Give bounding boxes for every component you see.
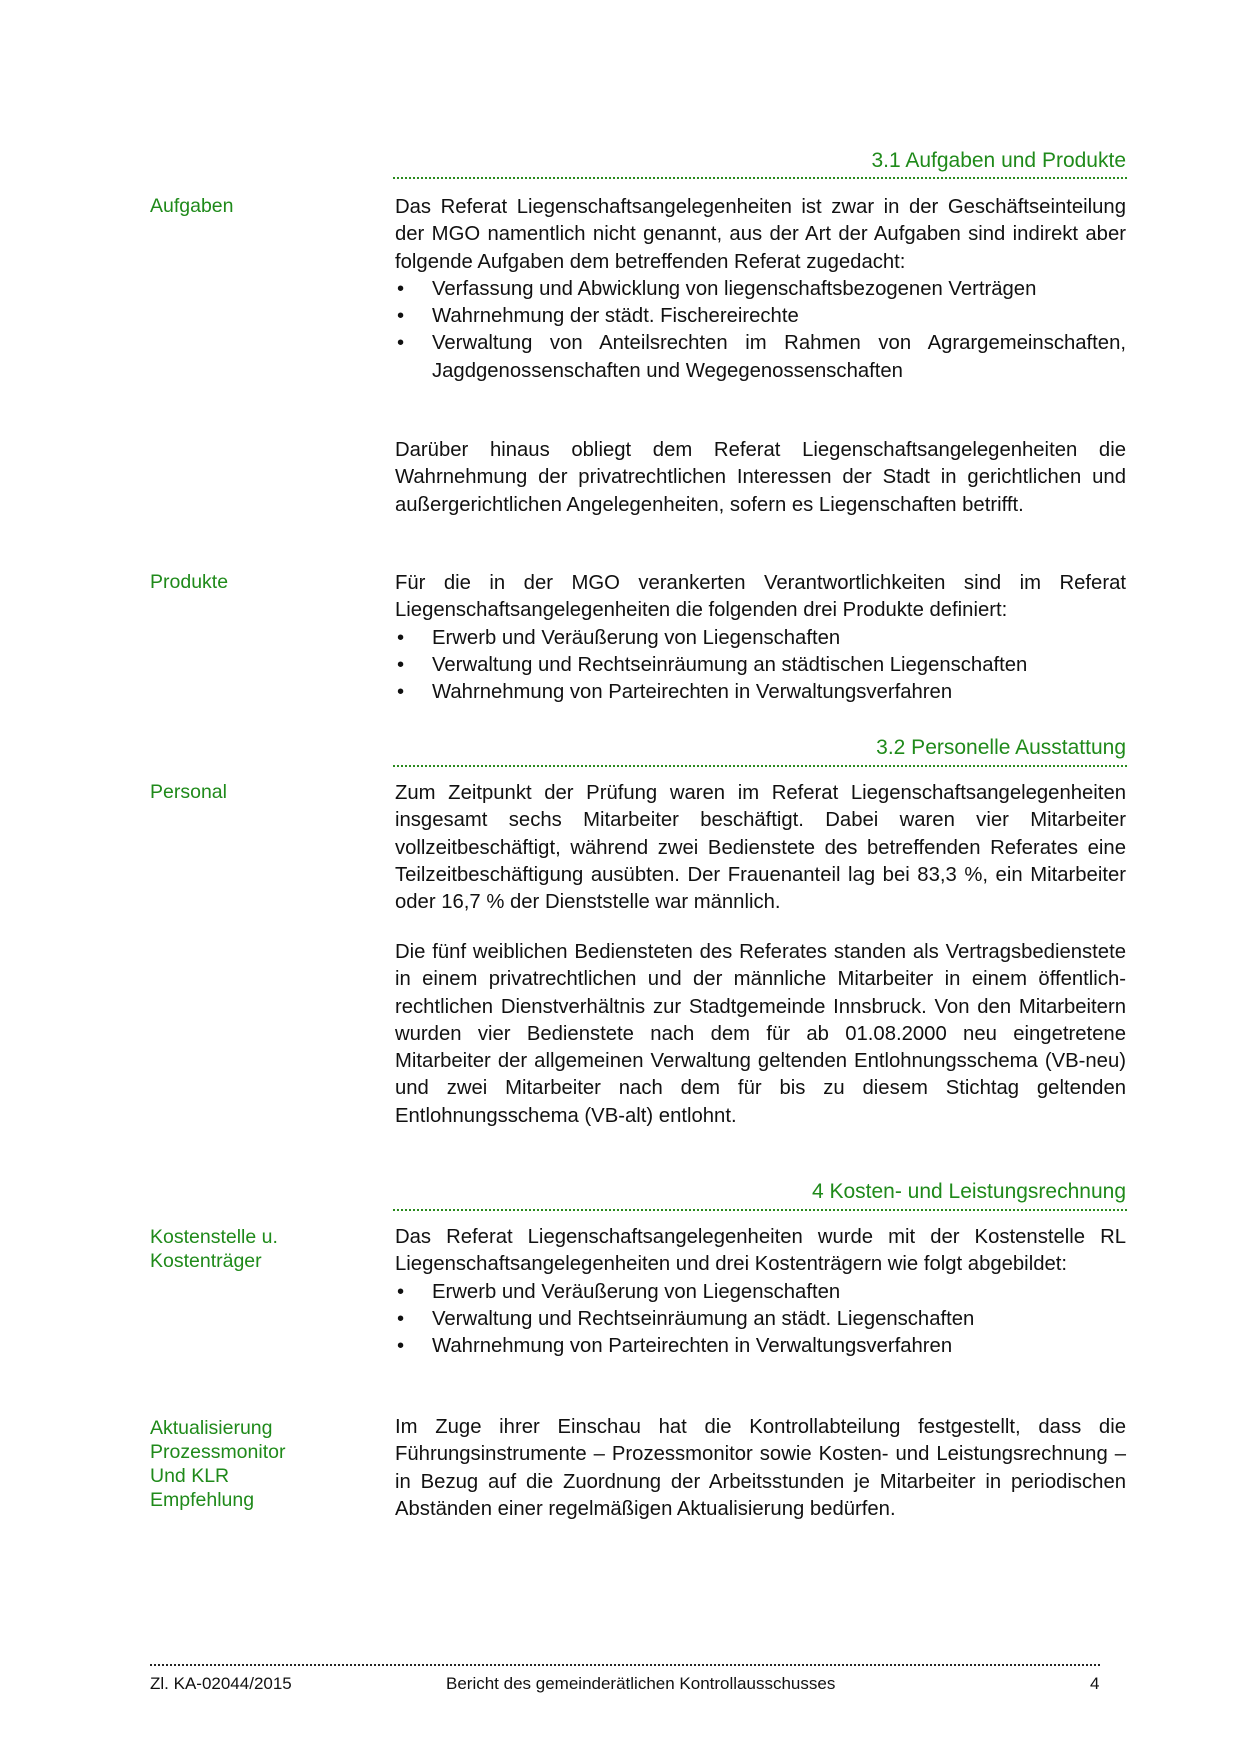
kosten-text	[395, 1224, 1126, 1360]
section-rule	[393, 765, 1127, 767]
aktualisierung-para: Im Zuge ihrer Einschau hat die Kontrollabteilung festgestellt, dass die Führungsinstrumente – Prozessmonitor sowie Kosten- und Leistungsrechnung – in Bezug auf die Zuordnung der Arbeitsstunden je Mitarbeiter in periodischen Abständen einer regelmäßigen Aktualisierung bedürfen.	[395, 1416, 1126, 1520]
kosten-intro: Das Referat Liegenschaftsangelegenheiten wurde mit der Kostenstelle RL Liegenschaftsangelegenheiten und drei Kostenträgern wie folgt abgebildet:	[395, 1226, 1126, 1276]
label-line: Aktualisierung	[150, 1417, 273, 1439]
list-item: • Wahrnehmung der städt. Fischereirechte	[395, 303, 1126, 330]
list-item: • Verfassung und Abwicklung von liegenschaftsbezogenen Verträgen	[395, 276, 1126, 303]
aufgaben-text	[395, 194, 1126, 385]
produkte-intro: Für die in der MGO verankerten Verantwortlichkeiten sind im Referat Liegenschaftsangelegenheiten die folgenden drei Produkte definiert:	[395, 572, 1126, 622]
produkte-list	[395, 625, 1126, 707]
personal-para2: Die fünf weiblichen Bediensteten des Referates standen als Vertragsbedienstete in einem privatrechtlichen und der männliche Mitarbeiter in einem öffentlich-rechtlichen Dienstverhältnis zur Stadtgemeinde Innsbruck. Von den Mitarbeitern wurden vier Bedienstete nach dem für ab 01.08.2000 neu eingetretene Mitarbeiter der allgemeinen Verwaltung geltenden Entlohnungsschema (VB-neu) und zwei Mitarbeiter nach dem für bis zu diesem Stichtag geltenden Entlohnungsschema (VB-alt) entlohnt.	[395, 941, 1126, 1127]
margin-label-aktualisierung	[150, 1416, 285, 1512]
margin-label-aufgaben: Aufgaben	[150, 195, 234, 217]
section-rule	[393, 1209, 1127, 1211]
list-item: • Erwerb und Veräußerung von Liegenschaften	[395, 1279, 1126, 1306]
label-line: Empfehlung	[150, 1489, 255, 1511]
list-item: • Verwaltung und Rechtseinräumung an städt. Liegenschaften	[395, 1306, 1126, 1333]
margin-label-kostenstelle	[150, 1225, 278, 1273]
section-rule	[393, 177, 1127, 179]
section-heading-3-2: 3.2 Personelle Ausstattung	[876, 736, 1126, 759]
footer-rule	[150, 1664, 1100, 1666]
label-line: Kostenträger	[150, 1250, 262, 1272]
section-heading-4: 4 Kosten- und Leistungsrechnung	[811, 1180, 1126, 1203]
list-item: • Verwaltung und Rechtseinräumung an städtischen Liegenschaften	[395, 652, 1126, 679]
aufgaben-intro: Das Referat Liegenschaftsangelegenheiten ist zwar in der Geschäftseinteilung der MGO namentlich nicht genannt, aus der Art der Aufgaben sind indirekt aber folgende Aufgaben dem betreffenden Referat zugedacht:	[395, 196, 1126, 273]
list-item: • Verwaltung von Anteilsrechten im Rahmen von Agrargemeinschaften, Jagdgenossenschaften und Wegegenossenschaften	[395, 330, 1126, 385]
list-item: • Wahrnehmung von Parteirechten in Verwaltungsverfahren	[395, 1333, 1126, 1360]
label-line: Prozessmonitor	[150, 1441, 286, 1463]
label-line: Und KLR	[150, 1465, 230, 1487]
produkte-text	[395, 570, 1126, 706]
list-item: • Erwerb und Veräußerung von Liegenschaften	[395, 625, 1126, 652]
aufgaben-para2: Darüber hinaus obliegt dem Referat Liegenschaftsangelegenheiten die Wahrnehmung der privatrechtlichen Interessen der Stadt in gerichtlichen und außergerichtlichen Angelegenheiten, sofern es Liegenschaften betrifft.	[395, 439, 1126, 516]
footer-reference: Zl. KA-02044/2015	[150, 1674, 292, 1693]
aufgaben-list	[395, 276, 1126, 385]
page-number: 4	[1090, 1674, 1100, 1693]
section-heading-3-1: 3.1 Aufgaben und Produkte	[871, 149, 1126, 172]
personal-para1: Zum Zeitpunkt der Prüfung waren im Referat Liegenschaftsangelegenheiten insgesamt sechs Mitarbeiter beschäftigt. Dabei waren vier Mitarbeiter vollzeitbeschäftigt, während zwei Bedienstete des betreffenden Referates eine Teilzeitbeschäftigung ausübten. Der Frauenanteil lag bei 83,3 %, ein Mitarbeiter oder 16,7 % der Dienststelle war männlich.	[395, 782, 1126, 914]
footer-title: Bericht des gemeinderätlichen Kontrollausschusses	[446, 1674, 836, 1693]
list-item: • Wahrnehmung von Parteirechten in Verwaltungsverfahren	[395, 679, 1126, 706]
kosten-list	[395, 1279, 1126, 1361]
margin-label-produkte: Produkte	[150, 571, 229, 593]
margin-label-personal: Personal	[150, 781, 227, 803]
label-line: Kostenstelle u.	[150, 1226, 278, 1248]
